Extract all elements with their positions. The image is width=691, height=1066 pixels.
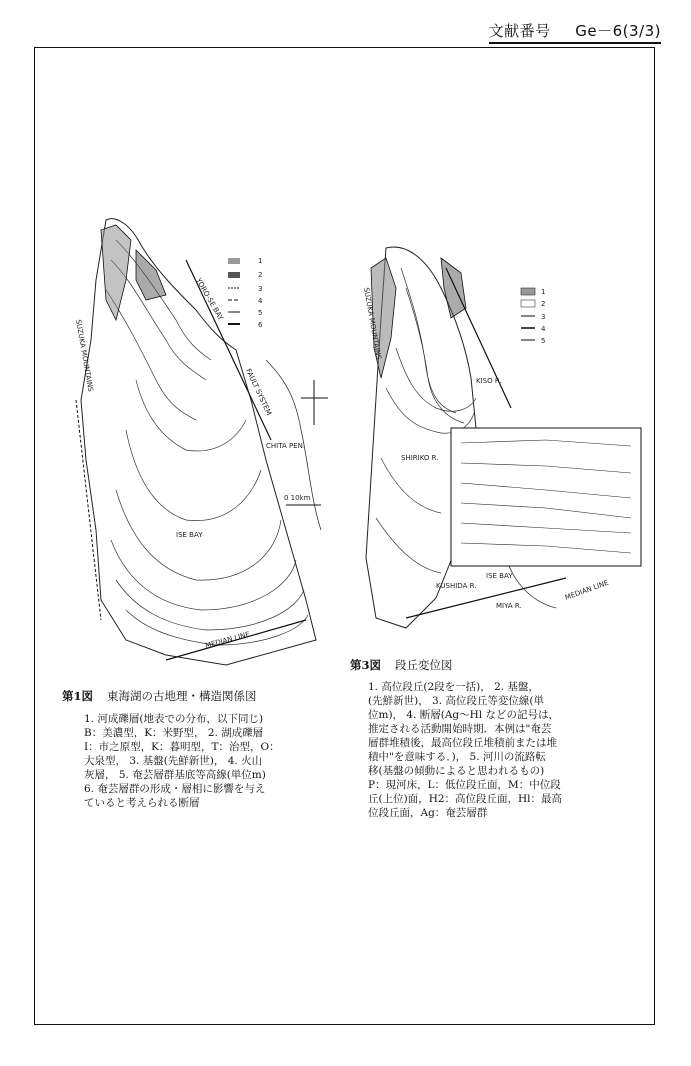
- fig3-ise-bay-label: ISE BAY: [486, 572, 513, 580]
- fig1-legend-num-3: 3: [258, 285, 263, 293]
- kushida-river-label: KUSHIDA R.: [436, 582, 477, 590]
- miya-river-label: MIYA R.: [496, 602, 522, 610]
- document-number-header: [489, 20, 661, 44]
- figure1-map: [46, 200, 346, 670]
- figure3-profile-inset: [451, 428, 641, 566]
- figure1-legend-text: 1. 河成礫層(地表での分布，以下同じ) B：美濃型，K：米野型， 2. 湖成礫層 I：市之原型，K：暮明型，T：治型，O： 大泉型， 3. 基盤(先鮮新世)， 4. 火山 灰層， 5. 奄芸層群基底等高線(単位m) 6. 奄芸層群の形成・層相に影響を与え ていると考えられる断層: [84, 713, 280, 809]
- fig1-scale-label: 0 10km: [284, 494, 311, 502]
- yoro-bay-label: YORO-SE BAY: [194, 277, 225, 322]
- fig3-legend-num-5: 5: [541, 337, 546, 345]
- fig3-legend-num-4: 4: [541, 325, 546, 333]
- fig3-suzuka-label: SUZUKA MOUNTAINS: [362, 286, 383, 361]
- figure3-caption-title: [350, 657, 453, 673]
- figure3-map: [346, 228, 646, 648]
- document-number-label: 文献番号: [488, 22, 551, 40]
- figure3-map-legend: [521, 288, 546, 345]
- suzuka-mountains-label: SUZUKA MOUNTAINS: [74, 318, 95, 393]
- figure3-number: 第3図: [350, 658, 382, 672]
- fig1-legend-num-6: 6: [258, 321, 263, 329]
- figure1-number: 第1図: [62, 689, 94, 703]
- figure1-caption-title: [62, 688, 257, 704]
- fig3-legend-num-1: 1: [541, 288, 546, 296]
- figure1-map-legend: [228, 257, 263, 329]
- fig3-median-line-label: MEDIAN LINE: [563, 578, 610, 602]
- fault-system-label: FAULT SYSTEM: [244, 367, 273, 417]
- figure1-title: 東海湖の古地理・構造関係図: [107, 689, 257, 703]
- fig1-legend-num-2: 2: [258, 271, 263, 279]
- shiriko-river-label: SHIRIKO R.: [401, 454, 439, 462]
- kiso-river-label: KISO R.: [476, 377, 502, 385]
- figure3-title: 段丘変位図: [395, 658, 453, 672]
- fig3-legend-num-2: 2: [541, 300, 546, 308]
- fig1-legend-num-5: 5: [258, 309, 263, 317]
- fig1-legend-num-4: 4: [258, 297, 263, 305]
- figure1-map-drawing: [46, 200, 346, 670]
- figure3-legend-text: 1. 高位段丘(2段を一括)， 2. 基盤， (先鮮新世)， 3. 高位段丘等変位線(単 位m)， 4. 断層(Ag～Hl などの記号は， 推定される活動開始時期．本例は"奄芸 層群堆積後，最高位段丘堆積前または堆 積中"を意味する．)， 5. 河川の流路転 移(基盤の傾動によると思われるもの) P：現河床，L：低位段丘面，M：中位段 丘(上位)面，H2：高位段丘面，Hl：最高 位段丘面，Ag：奄芸層群: [368, 681, 563, 819]
- fig1-legend-num-1: 1: [258, 257, 263, 265]
- median-line-label: MEDIAN LINE: [204, 630, 251, 650]
- document-number-value: Ge－6(3/3): [575, 22, 661, 40]
- ise-bay-label: ISE BAY: [176, 531, 203, 539]
- chita-peninsula-label: CHITA PEN.: [266, 442, 306, 450]
- figure3-map-drawing: [346, 228, 646, 648]
- fig3-legend-num-3: 3: [541, 313, 546, 321]
